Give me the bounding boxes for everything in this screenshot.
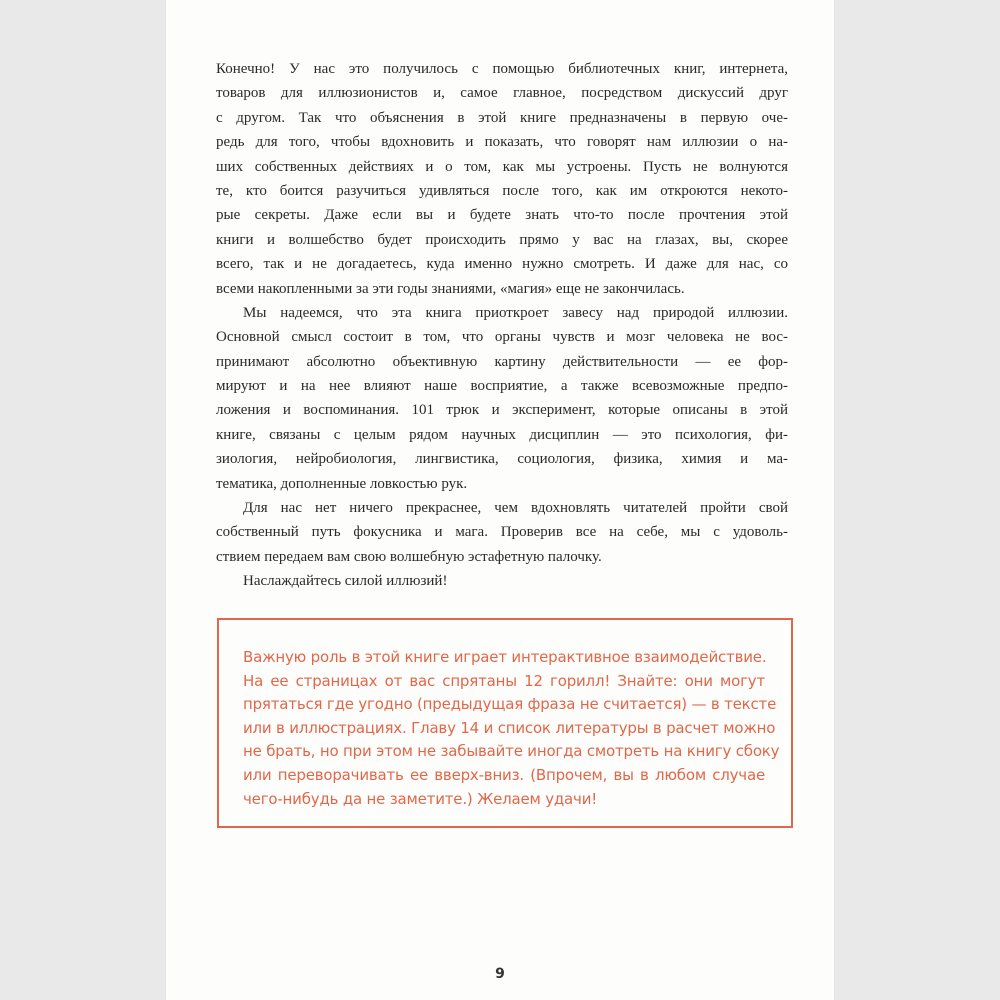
text-line: мируют и на нее влияют наше восприятие, а также всевозможные предпо- — [216, 378, 788, 395]
callout-line: На ее страницах от вас спрятаны 12 горилл! Знайте: они могут — [243, 671, 765, 690]
callout-line: не брать, но при этом не забывайте иногда смотреть на книгу сбоку — [243, 742, 780, 761]
text-line: рые секреты. Даже если вы и будете знать что-то после прочтения этой — [216, 207, 788, 224]
text-line: ших собственных действиях и о том, как мы устроены. Пусть не волнуются — [216, 158, 788, 175]
page-number: 9 — [495, 966, 505, 982]
text-line: тематика, дополненные ловкостью рук. — [216, 475, 468, 492]
text-line: товаров для иллюзионистов и, самое главное, посредством дискуссий друг — [216, 85, 788, 102]
callout-line: прятаться где угодно (предыдущая фраза не считается) — в тексте — [243, 695, 777, 714]
callout-line: или в иллюстрациях. Главу 14 и список литературы в расчет можно — [243, 718, 776, 737]
text-line: книги и волшебство будет происходить прямо у вас на глазах, вы, скорее — [216, 231, 788, 248]
main-text — [216, 57, 788, 594]
text-line: всеми накопленными за эти годы знаниями, «магия» еще не закончилась. — [216, 280, 685, 297]
callout-line: чего-нибудь да не заметите.) Желаем удачи! — [243, 789, 598, 808]
callout-text — [243, 646, 780, 811]
text-line: Мы надеемся, что эта книга приоткроет завесу над природой иллюзии. — [243, 304, 788, 321]
text-line: зиология, нейробиология, лингвистика, социология, физика, химия и ма- — [216, 451, 788, 468]
text-line: те, кто боится разучиться удивляться после того, как им откроются некото- — [216, 182, 788, 199]
text-line: принимают абсолютно объективную картину действительности — ее фор- — [216, 353, 788, 370]
text-line: собственный путь фокусника и мага. Проверив все на себе, мы с удоволь- — [216, 524, 788, 541]
text-line: с другом. Так что объяснения в этой книге предназначены в первую оче- — [216, 109, 788, 126]
text-line: Конечно! У нас это получилось с помощью библиотечных книг, интернета, — [216, 61, 788, 77]
text-line: Наслаждайтесь силой иллюзий! — [243, 573, 448, 590]
text-line: ствием передаем вам свою волшебную эстафетную палочку. — [216, 548, 602, 565]
callout-line: или переворачивать ее вверх-вниз. (Впрочем, вы в любом случае — [243, 765, 765, 784]
text-line: редь для того, чтобы вдохновить и показать, что говорят нам иллюзии о на- — [216, 134, 788, 151]
text-line: Основной смысл состоит в том, что органы чувств и мозг человека не вос- — [216, 329, 788, 346]
callout-line: Важную роль в этой книге играет интерактивное взаимодействие. — [243, 648, 767, 666]
text-line: ложения и воспоминания. 101 трюк и эксперимент, которые описаны в этой — [216, 402, 788, 419]
text-line: книге, связаны с целым рядом научных дисциплин — это психология, фи- — [216, 426, 788, 443]
text-line: Для нас нет ничего прекраснее, чем вдохновлять читателей пройти свой — [243, 500, 788, 517]
text-line: всего, так и не догадаетесь, куда именно нужно смотреть. И даже для нас, со — [216, 256, 788, 273]
